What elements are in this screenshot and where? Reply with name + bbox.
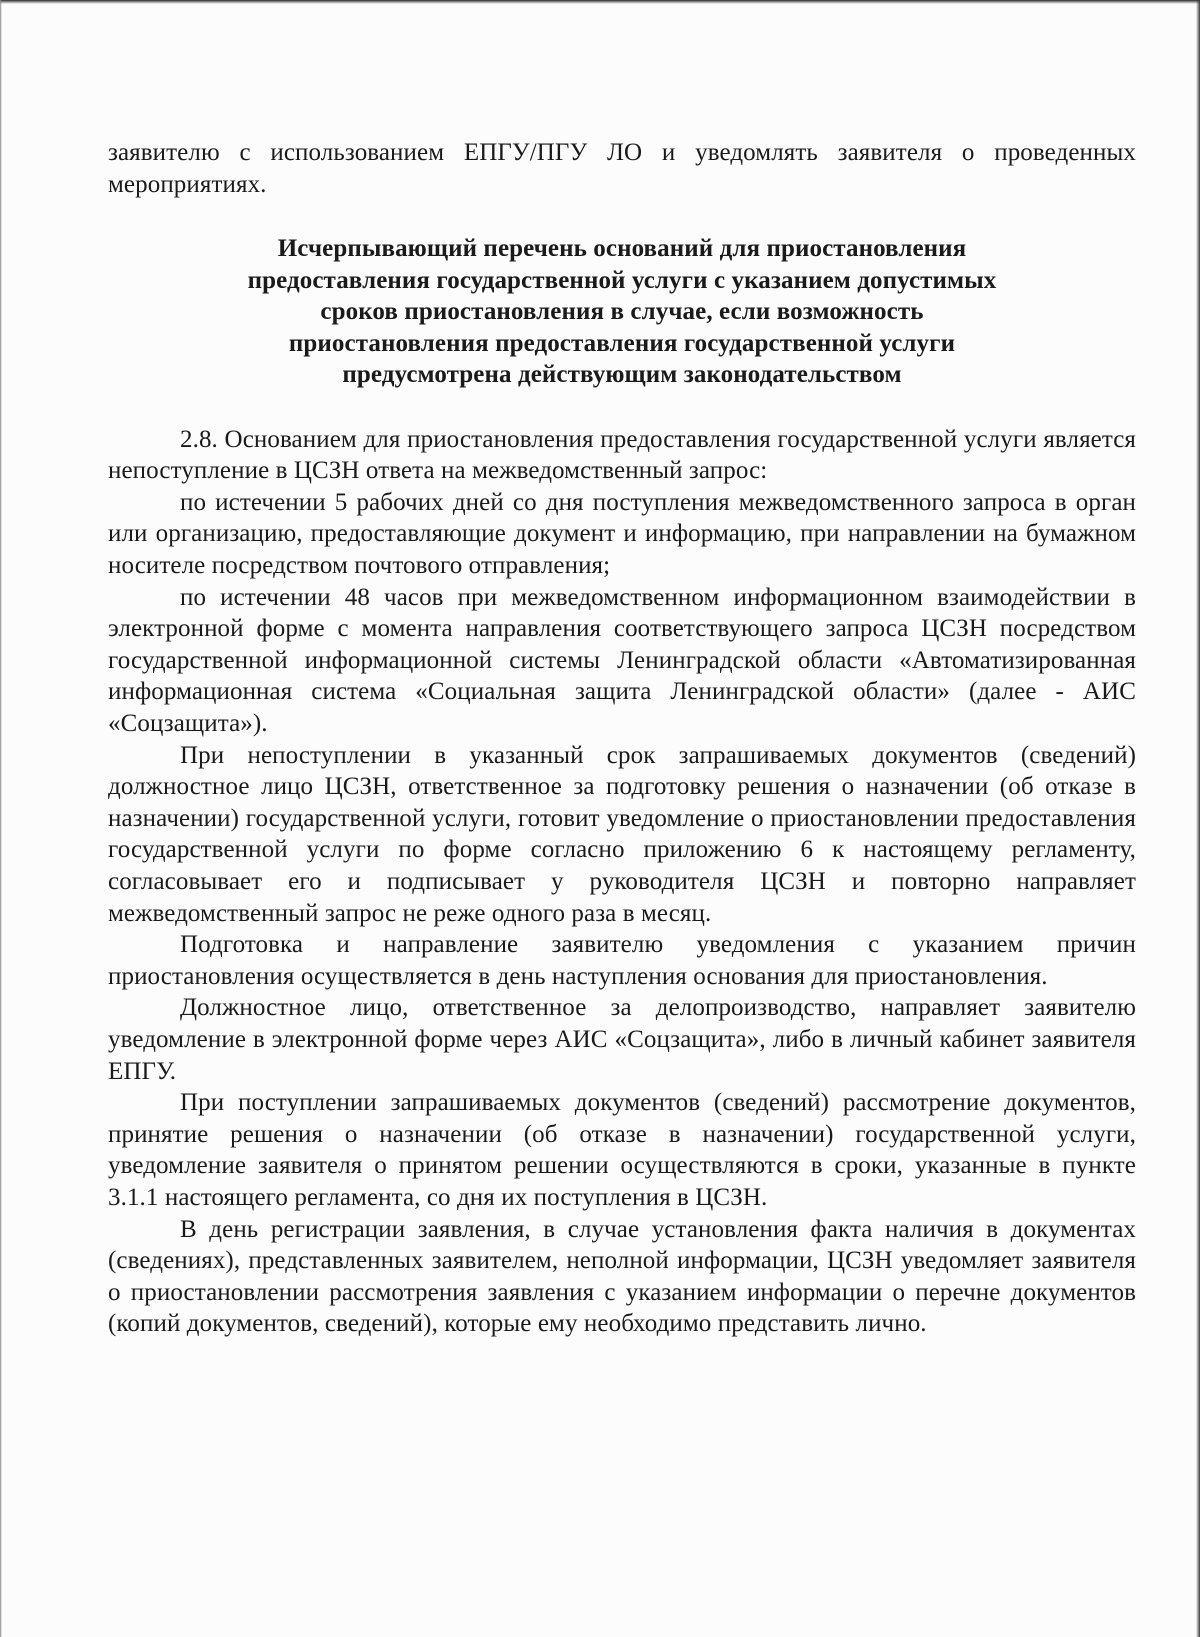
heading-line: предоставления государственной услуги с указанием допустимых (247, 266, 997, 294)
heading-line: предусмотрена действующим законодательством (342, 361, 902, 389)
document-body (108, 137, 1136, 1340)
heading-line: приостановления предоставления государственной услуги (288, 329, 956, 357)
opening-line-2: мероприятиях. (108, 170, 267, 198)
paragraph-notification: Подготовка и направление заявителю уведомления с указанием причин приостановления осуществляется в день наступления основания для приостановления. (108, 931, 1136, 990)
scan-edge-top (0, 0, 1200, 4)
paragraph-registration-day: В день регистрации заявления, в случае установления факта наличия в документах (сведениях), представленных заявителем, неполной информации, ЦСЗН уведомляет заявителя о приостановлении рассмотрения заявления с указанием информации о перечне документов (копий документов, сведений), которые ему необходимо представить лично. (108, 1215, 1136, 1338)
paragraph-2-8: 2.8. Основанием для приостановления предоставления государственной услуги является непоступление в ЦСЗН ответа на межведомственный запрос: (108, 425, 1136, 485)
paragraph-non-receipt: При непоступлении в указанный срок запрашиваемых документов (сведений) должностное лицо ЦСЗН, ответственное за подготовку решения о назначении (об отказе в назначении) государственной услуги, готовит уведомление о приостановлении предоставления государственной услуги по форме согласно приложению 6 к настоящему регламенту, согласовывает его и подписывает у руководителя ЦСЗН и повторно направляет межведомственный запрос не реже одного раза в месяц. (108, 741, 1136, 927)
scan-edge-right (1196, 0, 1200, 1637)
heading-line: Исчерпывающий перечень оснований для приостановления (277, 235, 967, 263)
paragraph-5-days: по истечении 5 рабочих дней со дня поступления межведомственного запроса в орган или организацию, предоставляющие документ и информацию, при направлении на бумажном носителе посредством почтового отправления; (108, 488, 1136, 580)
scan-edge-left (0, 0, 2, 1637)
paragraph-receipt: При поступлении запрашиваемых документов (сведений) рассмотрение документов, принятие решения о назначении (об отказе в назначении) государственной услуги, уведомление заявителя о принятом решении осуществляются в сроки, указанные в пункте 3.1.1 настоящего регламента, со дня их поступления в ЦСЗН. (108, 1089, 1136, 1211)
heading-line: сроков приостановления в случае, если возможность (320, 298, 924, 326)
section-heading (108, 233, 1136, 391)
opening-line-1: заявителю с использованием ЕПГУ/ПГУ ЛО и уведомлять заявителя о проведенных (108, 139, 1136, 166)
paragraph-official: Должностное лицо, ответственное за делопроизводство, направляет заявителю уведомление в электронной форме через АИС «Соцзащита», либо в личный кабинет заявителя ЕПГУ. (108, 994, 1136, 1085)
paragraph-48-hours: по истечении 48 часов при межведомственном информационном взаимодействии в электронной форме с момента направления соответствующего запроса ЦСЗН посредством государственной информационной системы Ленинградской области «Автоматизированная информационная система «Социальная защита Ленинградской области» (далее - АИС «Соцзащита»). (108, 583, 1136, 738)
